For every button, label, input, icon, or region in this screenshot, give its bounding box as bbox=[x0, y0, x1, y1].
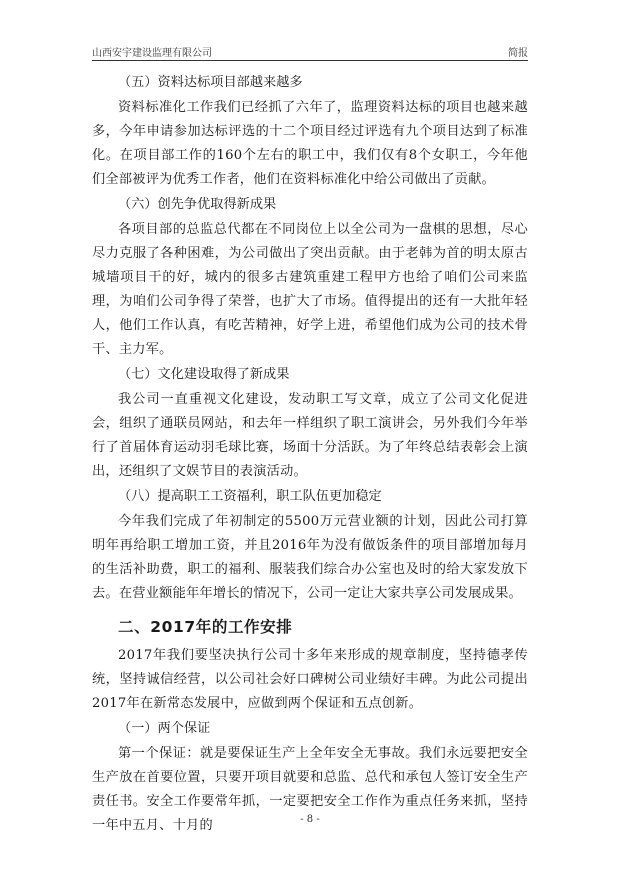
part-2-sub1-heading: （一）两个保证 bbox=[118, 721, 211, 736]
section-6-heading: （六）创先争优取得新成果 bbox=[118, 197, 277, 212]
section-5-text: 资料标准化工作我们已经抓了六年了，监理资料达标的项目也越来越多，今年申请参加达标评选的十二个项目经过评选有九个项目达到了标准化。在项目部工作的160个左右的职工中，我们仅有8个女职工，今年他们全部被评为优秀工作者，他们在资料标准化中给公司做出了贡献。 bbox=[92, 100, 528, 187]
section-6-text: 各项目部的总监总代都在不同岗位上以全公司为一盘棋的思想，尽心尽力克服了各种困难，为公司做出了突出贡献。由于老韩为首的明太原古城墙项目干的好，城内的很多古建筑重建工程甲方也给了咱们公司来监理，为咱们公司争得了荣誉，也扩大了市场。值得提出的还有一大批年轻人，他们工作认真，有吃苦精神，好学上进，希望他们成为公司的技术骨干、主力军。 bbox=[92, 222, 528, 357]
section-5-heading: （五）资料达标项目部越来越多 bbox=[118, 75, 303, 90]
header-divider bbox=[92, 60, 528, 61]
section-7-heading: （七）文化建设取得了新成果 bbox=[118, 367, 290, 382]
document-body bbox=[92, 70, 528, 838]
part-2-heading: 二、2017年的工作安排 bbox=[118, 618, 293, 636]
report-type: 简报 bbox=[508, 48, 528, 59]
page-number: - 8 - bbox=[300, 814, 320, 825]
part-2-sub1-text: 第一个保证：就是要保证生产上全年安全无事故。我们永远要把安全生产放在首要位置，只要开项目就要和总监、总代和承包人签订安全生产责任书。安全工作要常年抓，一定要把安全工作作为重点任务来抓，坚持一年中五月、十月的 bbox=[92, 746, 528, 833]
section-8-text: 今年我们完成了年初制定的5500万元营业额的计划，因此公司打算明年再给职工增加工资，并且2016年为没有做饭条件的项目部增加每月的生活补助费，职工的福利、服装我们综合办公室也及时的给大家发放下去。在营业额能年年增长的情况下，公司一定让大家共享公司发展成果。 bbox=[92, 514, 528, 601]
company-name: 山西安宇建设监理有限公司 bbox=[92, 48, 212, 59]
section-8-heading: （八）提高职工工资福利，职工队伍更加稳定 bbox=[118, 489, 382, 504]
section-7-text: 我公司一直重视文化建设，发动职工写文章，成立了公司文化促进会，组织了通联员网站，和去年一样组织了职工演讲会，另外我们今年举行了首届体育运动羽毛球比赛，场面十分活跃。为了年终总结表彰会上演出，还组织了文娱节目的表演活动。 bbox=[92, 392, 528, 479]
part-2-intro: 2017年我们要坚决执行公司十多年来形成的规章制度，坚持德孝传统，坚持诚信经营，以公司社会好口碑树公司业绩好丰碑。为此公司提出2017年在新常态发展中，应做到两个保证和五点创新。 bbox=[92, 648, 528, 711]
